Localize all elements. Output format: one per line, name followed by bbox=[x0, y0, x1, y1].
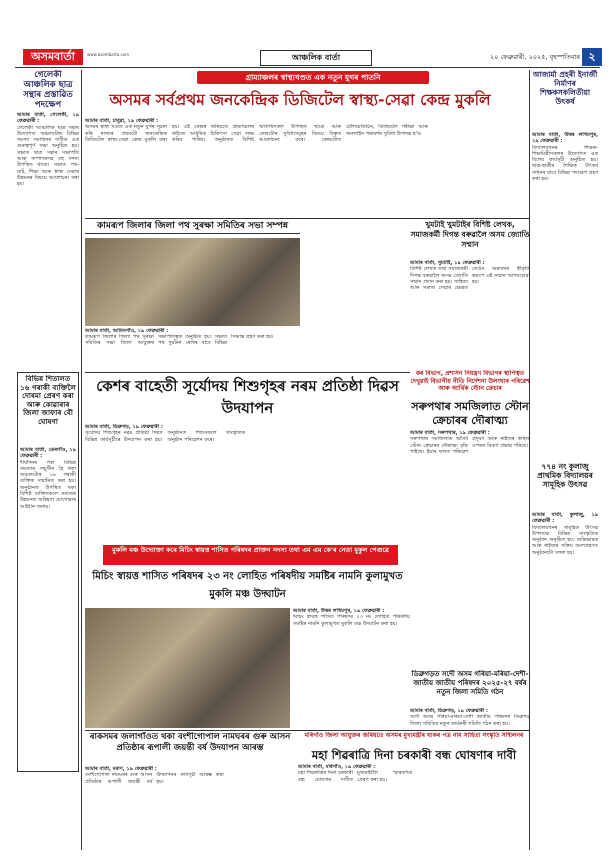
story6-byline: আমাৰ বাৰ্তা, উত্তৰ লখিমপুৰ, ১৯ ফেব্ৰুৱাৰী : bbox=[293, 608, 385, 614]
left-box-body: দীৰ্ঘদিনৰ পৰা বিভিন্ন সমস্যাৰ সন্মুখীন হৈ থকা অঞ্চলটোৰ ১৬ গৰাকী ব্যক্তিক সন্মানিত কৰা হয়। অনুষ্ঠানত উপস্থিত থকা বিশিষ্ট ব্যক্তিসকলে সমাজৰ উন্নয়নত অৰিহণা যোগোৱাৰ আহ্বান জনায়। bbox=[20, 459, 76, 510]
story5 bbox=[410, 370, 530, 670]
story8-body: বংশীগোপাল নামঘৰৰ গুৰু আসন প্ৰতিষ্ঠাৰ ৰূপালী জয়ন্তী বৰ্ষ উদযাপনৰ কাৰ্যসূচী আৰম্ভ কৰা হয়। bbox=[85, 772, 224, 785]
story9-byline: আমাৰ বাৰ্তা, মৰিগাঁও, ১৯ ফেব্ৰুৱাৰী : bbox=[298, 764, 376, 770]
story7-headline: ডিব্ৰুগড়ত সদৌ অসম গৰিয়া-মৰিয়া-দেশী-জাতীয় জাতীয় পৰিষদৰ ২০২৫-২৭ বৰ্ষৰ নতুন জিলা সমিতি গঠন bbox=[411, 670, 529, 696]
story8-headline: ৰাকসমৰ জলাগাঁওত থকা বংশীগোপাল নামঘৰৰ গুৰু আসন প্ৰতিষ্ঠাৰ ৰূপালী জয়ন্তী বৰ্ষ উদযাপন আৰম্ভ bbox=[89, 732, 291, 753]
story7-byline: আমাৰ বাৰ্তা, ডিব্ৰুগড়, ১৯ ফেব্ৰুৱাৰী : bbox=[410, 708, 488, 714]
story3-byline: আমাৰ বাৰ্তা, খুমটাই, ১৯ ফেব্ৰুৱাৰী : bbox=[410, 260, 485, 266]
right-story-headline: আজাৰ্মা প্ৰহৰী ইনাৰ্জী নিৰ্মাণৰ শিক্ষকসকলিতীয়া উৎকৰ্ষ bbox=[532, 70, 598, 106]
story2 bbox=[85, 220, 300, 370]
story4-headline: কেশৰ বাহেতী সূৰ্যোদয় শিশুগৃহৰ নৰম প্ৰতিষ্ঠা দিৱস উদযাপন bbox=[96, 377, 399, 417]
right-story-byline: আমাৰ বাৰ্তা, উত্তৰ লখিমপুৰ, ১৯ ফেব্ৰুৱাৰী : bbox=[532, 132, 598, 145]
story4-text bbox=[85, 424, 410, 544]
logo: অসমবাৰ্তা bbox=[23, 49, 83, 65]
story3-headline: খুমটাই খুমটাইৰ বিশিষ্ট লেখক, সমাজকৰ্মী দিগন্ত বৰুৱালৈ অসম জ্যোতি সন্মান bbox=[410, 220, 530, 249]
right-sub-byline: আমাৰ বাৰ্তা, কুলাজু, ১৯ ফেব্ৰুৱাৰী : bbox=[532, 512, 598, 525]
story3 bbox=[410, 220, 530, 370]
left-story bbox=[17, 70, 79, 360]
story5-headline: সৰুপথাৰ সমজিলাত স্টোন ক্ৰেচাৰৰ দৌৰাত্ম্য bbox=[411, 400, 529, 427]
column-divider bbox=[81, 70, 82, 850]
right-sub-story bbox=[532, 462, 598, 802]
story5-kicker: কৰ বিভাগ, প্ৰশাসন নিয়ন্ত্ৰণ বিভাগৰ স্থাপিত্বত দেখুৱাই বিভাগীয় নীতি নিৰ্দেশনা উলংঘাৰ পৰিৱেশ আৰু আৰ্থিক স্টোন ক্ৰেচাৰ bbox=[410, 370, 530, 392]
left-story-byline: আমাৰ বাৰ্তা, গেলেকী, ১৯ ফেব্ৰুৱাৰী : bbox=[17, 112, 79, 125]
story2-headline: কামৰূপ জিলাৰ জিলা পথ সুৰক্ষা সমিতিৰ সভা সম্পন্ন bbox=[85, 220, 300, 234]
story9-headline: মহা শিৱৰাত্ৰি দিনা চৰকাৰী বন্ধ ঘোষণাৰ দাবী bbox=[311, 748, 517, 762]
left-story-body: গেলেকী আঞ্চলিক ছাত্ৰ সন্থাৰ উদ্যোগত অঞ্চলটোৰ বিভিন্ন সমস্যা সমাধানৰ দাবীত এক গুৰুত্বপূৰ্ণ সভা অনুষ্ঠিত হয়। সভাত ছাত্ৰ সন্থাৰ সভাপতি আৰু সম্পাদকসহ বহু সদস্য উপস্থিত থাকে। সভাত পথ-ঘাট, শিক্ষা আৰু স্বাস্থ্য সেৱাৰ উন্নয়নৰ বিষয়ে আলোচনা কৰা হয়। bbox=[17, 124, 79, 188]
story2-byline: আমাৰ বাৰ্তা, আমিনগাঁও, ১৯ ফেব্ৰুৱাৰী : bbox=[85, 328, 169, 334]
story6-text bbox=[293, 608, 410, 728]
story7 bbox=[410, 670, 530, 730]
page-number: ২ bbox=[582, 48, 602, 66]
story2-photo bbox=[85, 238, 300, 326]
row-divider bbox=[85, 372, 410, 373]
left-box-story bbox=[17, 372, 79, 772]
left-box-headline: বিভিন্ন শিতালত ১৬ গৰাকী ব্যক্তিলৈ দোষমা প্ৰেৰণ কৰা আৰু কোৱাৰাৰ জিলা জাফাৰ বৌ ঘোষণা bbox=[20, 375, 76, 426]
section-title: আঞ্চলিক বাৰ্তা bbox=[260, 50, 372, 66]
story5-body: সৰুপথাৰ সমজিলাত অবৈধ স্টোন ক্ৰেচাৰৰ দৌৰাত্ম্য বৃদ্ধি পাইছে। ইয়াৰ ফলত পৰিৱেশ প্ৰদূষণ আৰু ৰাইজৰ স্বাস্থ্যৰ ওপৰত বিৰূপ প্ৰভাৱ পৰিছে। bbox=[410, 436, 530, 455]
top-story-headline: অসমৰ সৰ্বপ্ৰথম জনকেন্দ্ৰিক ডিজিটেল স্বাস্থ্য-সেৱা কেন্দ্ৰ মুকলি bbox=[109, 91, 491, 109]
story9-kicker: মৰিগাঁও জিলা আয়ুক্তৰ জৰিয়তে অসমৰ মুখ্যমন্ত্ৰীৰ ঘাকৰ পত্ৰ নাম সাহিত্য সংস্কৃতি সন্মিলনৰ bbox=[304, 732, 524, 739]
story6-photo bbox=[85, 608, 290, 728]
right-story-body: বিদ্যালয়খনৰ শিক্ষক-শিক্ষয়িত্ৰীসকলৰ উদ্যোগত এক বিশেষ কাৰ্যসূচী অনুষ্ঠিত হয়। ছাত্ৰ-ছাত্ৰীৰ শৈক্ষিক উৎকৰ্ষ সাধনৰ বাবে বিভিন্ন পদক্ষেপ গ্ৰহণ কৰা হয়। bbox=[532, 144, 598, 183]
masthead-rule bbox=[15, 67, 600, 68]
story6-body: মিচিং স্বায়ত্ত শাসিত পৰিষদৰ ২৩ নং লোহিত পৰিষদীয় সমষ্টিৰ নামনি কুলামুখত মুকলি মঞ্চ উদ্ঘাটন কৰা হয়। bbox=[293, 614, 410, 627]
story8-byline: আমাৰ বাৰ্তা, মৰাণ, ১৯ ফেব্ৰুৱাৰী : bbox=[85, 766, 157, 772]
row-divider bbox=[85, 218, 529, 219]
story3-body: বিশিষ্ট লেখক তথা সমাজকৰ্মী দিগন্ত বৰুৱালৈ অসম জ্যোতি সন্মান প্ৰদান কৰা হয়। সাহিত্য আৰু সমাজ সেৱাৰ ক্ষেত্ৰত তেওঁৰ অৱদানৰ স্বীকৃতি স্বৰূপে এই সন্মান আগবঢ়োৱা হয়। bbox=[410, 266, 530, 292]
story2-body: কামৰূপ জিলাৰ জিলা পথ সুৰক্ষা সমিতিৰ সভা জিলা আয়ুক্তৰ সভাপতিত্বত অনুষ্ঠিত হয়। সভাত পথ দুৰ্ঘটনা ৰোধৰ বাবে বিভিন্ন সিদ্ধান্ত গ্ৰহণ কৰা হয়। bbox=[85, 334, 274, 347]
story9 bbox=[298, 732, 530, 862]
story5-byline: আমাৰ বাৰ্তা, সৰুপথাৰ, ১৯ ফেব্ৰুৱাৰী : bbox=[410, 430, 490, 436]
story4-byline: আমাৰ বাৰ্তা, ডিব্ৰুগড়, ১৯ ফেব্ৰুৱাৰী : bbox=[85, 424, 163, 430]
story4-body: সূৰ্যোদয় শিশুগৃহৰ নৱম প্ৰতিষ্ঠা দিৱস বিভিন্ন কাৰ্যসূচীৰে উদযাপন কৰা হয়। অনুষ্ঠানত শিশুসকলে সাংস্কৃতিক অনুষ্ঠান পৰিৱেশন কৰে। bbox=[85, 430, 245, 443]
top-story-text bbox=[85, 118, 515, 218]
column-divider bbox=[529, 70, 530, 850]
left-story-headline: গেলেকী আঞ্চলিক ছাত্ৰ সন্থাৰ প্ৰস্তাৱিত পদক্ষেপ bbox=[23, 70, 73, 110]
row-divider bbox=[85, 730, 529, 731]
right-sub-body: বিদ্যালয়খনৰ সামূহিক উৎসৱ উপলক্ষে বিভিন্ন সাংস্কৃতিক অনুষ্ঠান অনুষ্ঠিত হয়। অভিভাৱক আৰু ৰাইজৰ সক্ৰিয় অংশগ্ৰহণত অনুষ্ঠানটো সফল হয়। bbox=[532, 524, 598, 556]
right-sub-headline: ৭৭৪ নং কুলাজু প্ৰাথমিক বিদ্যালয়ৰ সামূহিক উৎসৱ bbox=[537, 462, 593, 489]
story9-body: মহা শিৱৰাত্ৰিৰ দিনা চৰকাৰী বন্ধ ঘোষণাৰ দাবীত মুখ্যমন্ত্ৰীলৈ স্মাৰকপত্ৰ প্ৰেৰণ কৰা হয়। bbox=[298, 770, 412, 783]
top-story-body: অসমৰ স্বাস্থ্য খণ্ডত এক নতুন যুগৰ সূচনা কৰি ৰাজ্যৰ প্ৰথমটো জনকেন্দ্ৰিক ডিজিটেল স্বাস্থ্য-সেৱা কেন্দ্ৰ মুকলি কৰা হয়। এই কেন্দ্ৰৰ জৰিয়তে গ্ৰাম্যাঞ্চলৰ ৰাইজে আধুনিক চিকিৎসা সেৱা লাভ কৰিব পাৰিব। অনুষ্ঠানত বিশিষ্ট অতিথিসকল উপস্থিত থাকে আৰু কেন্দ্ৰটোৰ সুবিধাসমূহৰ বিষয়ে বিস্তৃত আলোচনা কৰে। কেন্দ্ৰটোত টেলিমেডিচিন, ডিজিটেল পৰীক্ষা আৰু অনলাইন পৰামৰ্শৰ সুবিধা উপলব্ধ হ'ব। bbox=[85, 124, 428, 143]
top-story-kicker: গ্ৰাম্যাঞ্চলৰ স্বাস্থ্যখণ্ডত এক নতুন যুগৰ পাতনি bbox=[197, 71, 429, 84]
story6-kicker: মুকলি মঞ্চ উদ্যোক্তা কৰে মিচিং স্বায়ত্ত শাসিত পৰিষদৰ প্ৰাক্তন সদস্য তথা এম এম কে'ৰ নেতা মুকুল পেগুৱে bbox=[103, 545, 398, 565]
right-story bbox=[532, 70, 598, 460]
left-box-byline: আমাৰ বাৰ্তা, ডেৰগাঁও, ১৯ ফেব্ৰুৱাৰী : bbox=[20, 447, 76, 460]
issue-date: ২০ ফেব্ৰুৱাৰী, ২০২৫, বৃহস্পতিবাৰ bbox=[489, 53, 580, 61]
story6-headline: মিচিং স্বায়ত্ত শাসিত পৰিষদৰ ২৩ নং লোহিত পৰিষদীয় সমষ্টিৰ নামনি কুলামুখত মুকলি মঞ্চ উদ্ঘাটন bbox=[92, 571, 403, 600]
logo-subtitle: www.asombarta.com bbox=[87, 52, 130, 57]
top-story-byline: আমাৰ বাৰ্তা, চাবুৱা, ১৯ ফেব্ৰুৱাৰী : bbox=[85, 118, 159, 124]
story8 bbox=[85, 732, 295, 862]
masthead bbox=[15, 48, 600, 66]
story7-body: সদৌ অসম গৰিয়া-মৰিয়া-দেশী জাতীয় পৰিষদৰ ডিব্ৰুগড় জিলা সমিতিৰ নতুন কাৰ্যকৰী সমিতি গঠন কৰা হয়। bbox=[410, 714, 530, 727]
